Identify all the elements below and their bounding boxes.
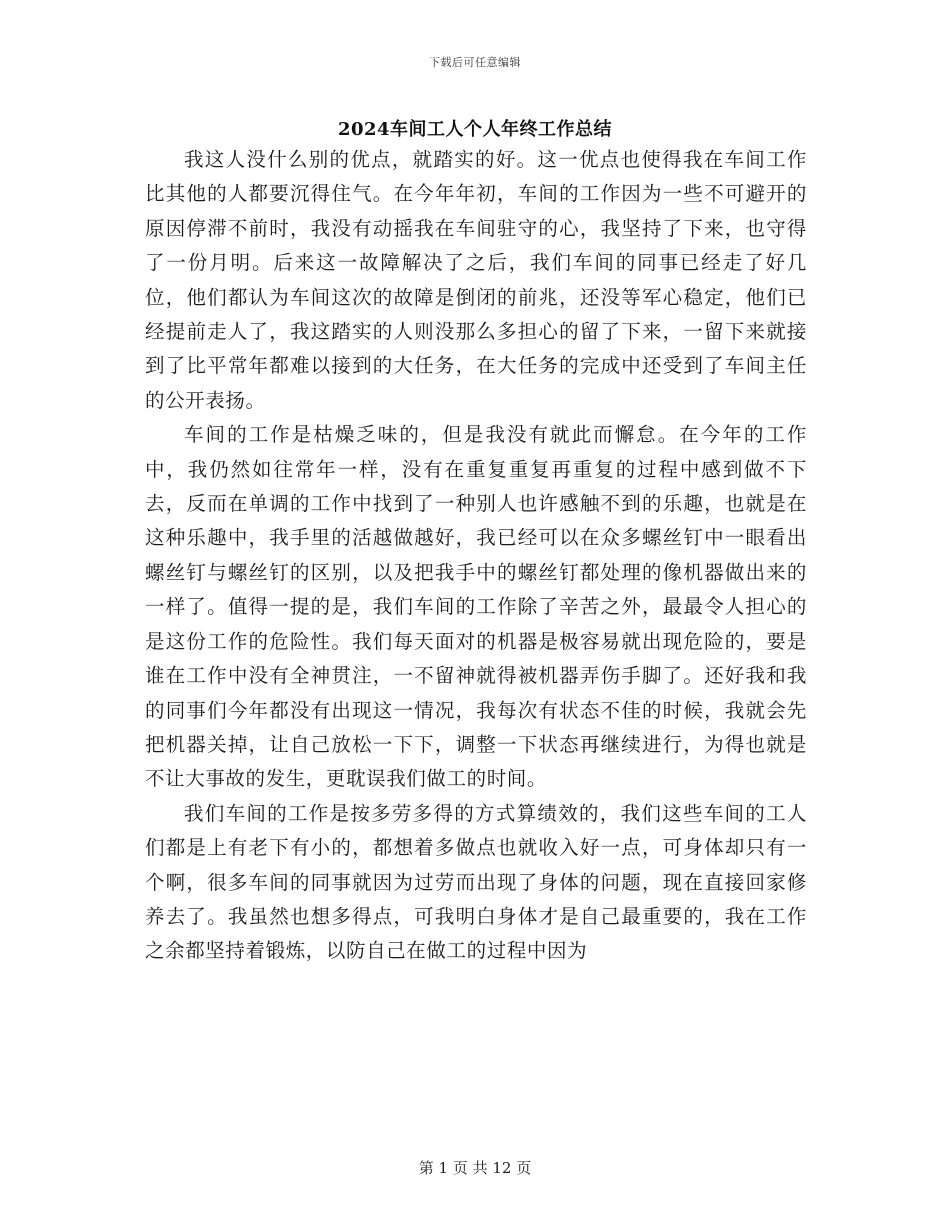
document-body: [145, 143, 807, 969]
paragraph-3: 我们车间的工作是按多劳多得的方式算绩效的，我们这些车间的工人们都是上有老下有小的，都想着多做点也就收入好一点，可身体却只有一个啊，很多车间的同事就因为过劳而出现了身体的问题，现在直接回家修养去了。我虽然也想多得点，可我明白身体才是自己最重要的，我在工作之余都坚持着锻炼，以防自己在做工的过程中因为: [145, 801, 807, 963]
page-header-note: 下载后可任意编辑: [429, 56, 521, 69]
document-title: 2024车间工人个人年终工作总结: [337, 119, 613, 140]
paragraph-2: 车间的工作是枯燥乏味的，但是我没有就此而懈怠。在今年的工作中，我仍然如往常年一样，没有在重复重复再重复的过程中感到做不下去，反而在单调的工作中找到了一种别人也许感触不到的乐趣，也就是在这种乐趣中，我手里的活越做越好，我已经可以在众多螺丝钉中一眼看出螺丝钉与螺丝钉的区别，以及把我手中的螺丝钉都处理的像机器做出来的一样了。值得一提的是，我们车间的工作除了辛苦之外，最最令人担心的是这份工作的危险性。我们每天面对的机器是极容易就出现危险的，要是谁在工作中没有全神贯注，一不留神就得被机器弄伤手脚了。还好我和我的同事们今年都没有出现这一情况，我每次有状态不佳的时候，我就会先把机器关掉，让自己放松一下下，调整一下状态再继续进行，为得也就是不让大事故的发生，更耽误我们做工的时间。: [145, 423, 807, 791]
page-number-footer: 第 1 页 共 12 页: [418, 1159, 532, 1177]
paragraph-1: 我这人没什么别的优点，就踏实的好。这一优点也使得我在车间工作比其他的人都要沉得住气。在今年年初，车间的工作因为一些不可避开的原因停滞不前时，我没有动摇我在车间驻守的心，我坚持了下来，也守得了一份月明。后来这一故障解决了之后，我们车间的同事已经走了好几位，他们都认为车间这次的故障是倒闭的前兆，还没等军心稳定，他们已经提前走人了，我这踏实的人则没那么多担心的留了下来，一留下来就接到了比平常年都难以接到的大任务，在大任务的完成中还受到了车间主任的公开表扬。: [145, 148, 807, 412]
